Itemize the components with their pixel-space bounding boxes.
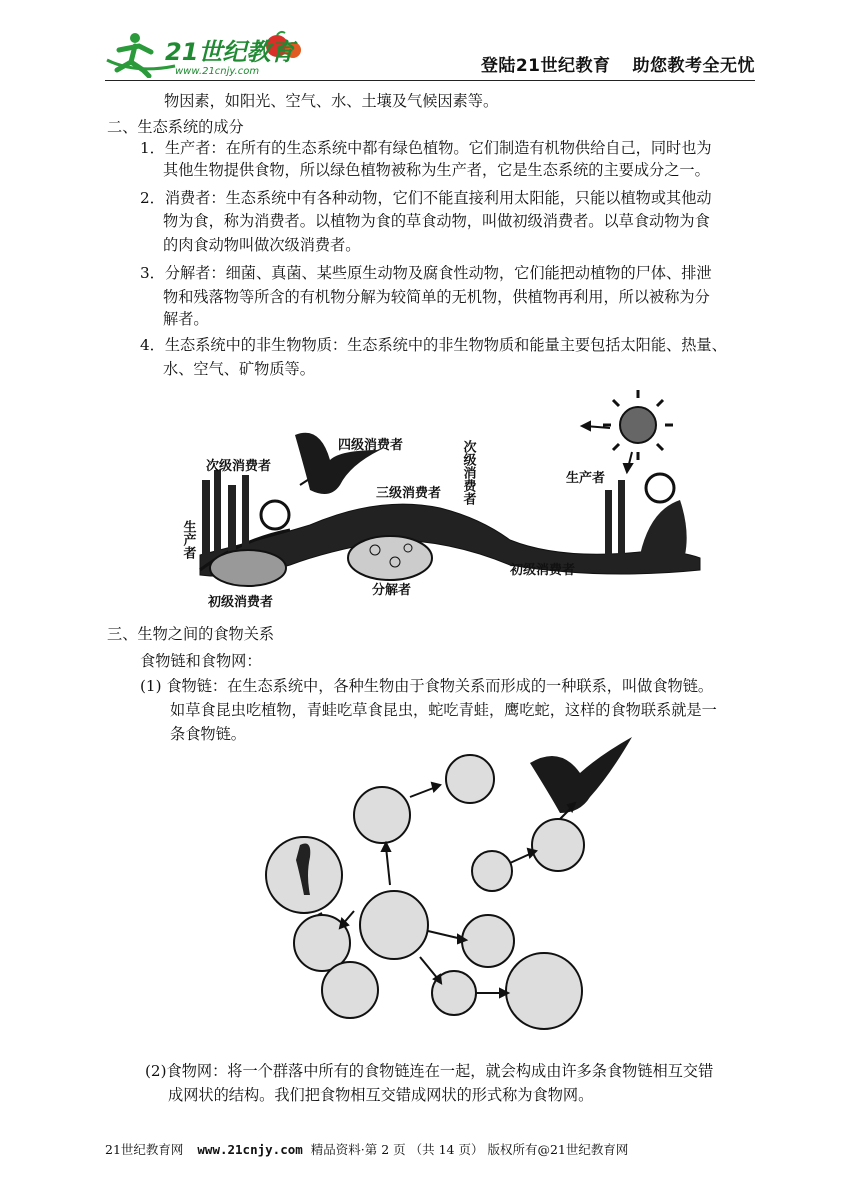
text-line: 4．生态系统中的非生物物质：生态系统中的非生物物质和能量主要包括太阳能、热量、 — [140, 336, 727, 354]
logo-main-text: 21世纪教育 — [165, 38, 295, 66]
insect-circle — [446, 755, 494, 803]
food-web-circles — [266, 755, 584, 1029]
label-decomposer: 分解者 — [372, 583, 412, 598]
label-producer-right: 生产者 — [566, 471, 606, 486]
header-slogan — [481, 51, 755, 76]
bug-circle — [472, 851, 512, 891]
label-secondary-consumer-vertical: 次级消费者 — [460, 440, 476, 505]
logo-url-text: www.21cnjy.com — [175, 66, 260, 77]
text-line: (2)食物网：将一个群落中所有的食物链连在一起，就会构成由许多条食物链相互交错 — [145, 1062, 714, 1080]
tree-circle — [506, 953, 582, 1029]
snake-circle — [322, 962, 378, 1018]
slogan-text: 助您教考全无忧 — [632, 56, 755, 76]
rabbit-icon — [210, 550, 286, 586]
text-line: 食物链和食物网： — [140, 652, 262, 670]
text-line: 2．消费者：生态系统中有各种动物，它们不能直接利用太阳能，只能以植物或其他动 — [140, 189, 712, 207]
text-line: 物和残落物等所含的有机物分解为较简单的无机物，供植物再利用，所以被称为分 — [163, 288, 710, 306]
label-producer-left: 生产者 — [180, 520, 196, 559]
label-fourth-consumer: 四级消费者 — [338, 438, 404, 453]
site-logo[interactable] — [105, 30, 305, 78]
text-line: 水、空气、矿物质等。 — [163, 360, 315, 378]
section-heading: 三、生物之间的食物关系 — [107, 625, 275, 643]
page-header — [105, 28, 755, 81]
plant-circle — [360, 891, 428, 959]
text-line: 物因素，如阳光、空气、水、土壤及气候因素等。 — [164, 92, 499, 110]
text-line: (1) 食物链：在生态系统中，各种生物由于食物关系而形成的一种联系，叫做食物链。 — [140, 677, 714, 695]
label-primary-consumer-right: 初级消费者 — [510, 563, 576, 578]
plants-right-icon — [605, 474, 687, 555]
label-third-consumer: 三级消费者 — [376, 486, 442, 501]
text-line: 1．生产者：在所有的生态系统中都有绿色植物。它们制造有机物供给自己，同时也为 — [140, 139, 712, 157]
text-line: 的肉食动物叫做次级消费者。 — [163, 236, 361, 254]
text-line: 条食物链。 — [170, 725, 246, 743]
eagle-icon — [530, 737, 632, 813]
text-line: 3．分解者：细菌、真菌、某些原生动物及腐食性动物，它们能把动植物的尸体、排泄 — [140, 264, 712, 282]
label-secondary-consumer: 次级消费者 — [206, 459, 272, 474]
grasshopper-circle — [354, 787, 410, 843]
site-title: 登陆21世纪教育 — [480, 56, 611, 76]
label-primary-consumer-left: 初级消费者 — [208, 595, 274, 610]
sun-icon — [603, 390, 673, 460]
text-line: 成网状的结构。我们把食物相互交错成网状的形式称为食物网。 — [168, 1086, 594, 1104]
bird-circle — [532, 819, 584, 871]
text-line: 物为食，称为消费者。以植物为食的草食动物，叫做初级消费者。以草食动物为食 — [163, 212, 710, 230]
section-heading: 二、生态系统的成分 — [107, 118, 244, 136]
text-line: 如草食昆虫吃植物，青蛙吃草食昆虫，蛇吃青蛙，鹰吃蛇，这样的食物联系就是一 — [170, 701, 717, 719]
ecosystem-figure — [180, 390, 710, 612]
text-line: 解者。 — [163, 310, 209, 328]
food-web-figure — [260, 735, 640, 1035]
page-footer — [105, 1140, 755, 1158]
text-line: 其他生物提供食物，所以绿色植物被称为生产者，它是生态系统的主要成分之一。 — [163, 161, 710, 179]
decomposer-icon — [348, 536, 432, 580]
footer-site: 21世纪教育网 — [105, 1142, 184, 1157]
insect-circle-2 — [462, 915, 514, 967]
footer-url-link[interactable]: www.21cnjy.com — [197, 1142, 303, 1157]
footer-page-info: 精品资料·第 2 页 （共 14 页） 版权所有@21世纪教育网 — [310, 1142, 629, 1157]
